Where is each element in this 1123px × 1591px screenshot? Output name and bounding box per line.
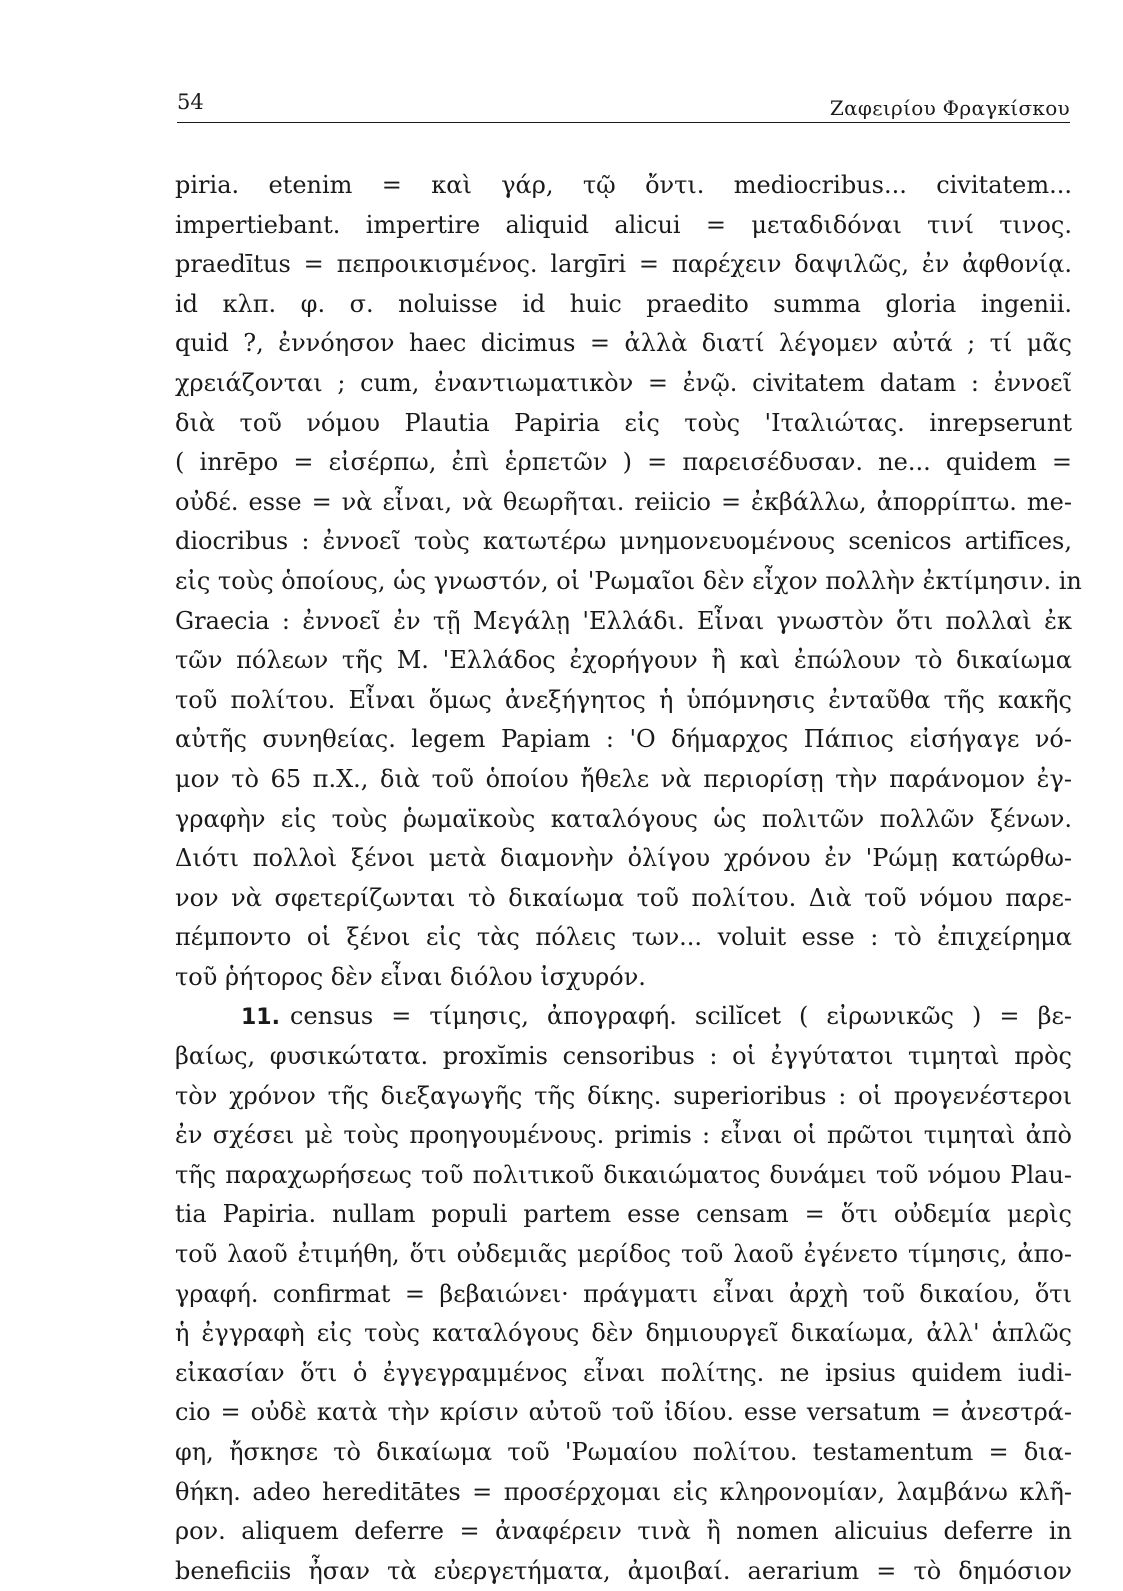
section-number: 11.	[241, 1005, 280, 1031]
text-line: γραφή. confirmat = βεβαιώνει· πράγματι εἶναι ἀρχὴ τοῦ δικαίου, ὅτι	[175, 1279, 1072, 1308]
text-line: piria. etenim = καὶ γάρ, τῷ ὄντι. mediocribus... civitatem...	[175, 171, 1072, 199]
text-line: χρειάζονται ; cum, ἐναντιωματικὸν = ἐνῷ. civitatem datam : ἐννοεῖ	[175, 368, 1072, 397]
text-line: αὐτῆς συνηθείας. legem Papiam : 'Ο δήμαρχος Πάπιος εἰσήγαγε νό-	[175, 725, 1072, 754]
text-line: τὸν χρόνον τῆς διεξαγωγῆς τῆς δίκης. superioribus : οἱ προγενέστεροι	[175, 1081, 1072, 1110]
text-line: τῆς παραχωρήσεως τοῦ πολιτικοῦ δικαιώματος δυνάμει τοῦ νόμου Plau-	[175, 1160, 1072, 1189]
text-line: id κλπ. φ. σ. noluisse id huic praedito summa gloria ingenii.	[175, 289, 1072, 318]
text-line: diocribus : ἐννοεῖ τοὺς κατωτέρω μνημονευομένους scenicos artifīces,	[175, 527, 1072, 556]
text-line: θήκη. adeo hereditātes = προσέρχομαι εἰς κληρονομίαν, λαμβάνω κλῆ-	[175, 1477, 1072, 1506]
text-line: Διότι πολλοὶ ξένοι μετὰ διαμονὴν ὀλίγου χρόνου ἐν 'Ρώμῃ κατώρθω-	[175, 844, 1072, 873]
text-line: praedītus = πεπροικισμένος. largīri = παρέχειν δαψιλῶς, ἐν ἀφθονίᾳ.	[175, 250, 1072, 279]
text-line: διὰ τοῦ νόμου Plautia Papiria εἰς τοὺς 'Ιταλιώτας. inrepserunt	[175, 408, 1072, 437]
text-line: ( inrēpo = εἰσέρπω, ἐπὶ ἑρπετῶν ) = παρεισέδυσαν. ne... quidem =	[175, 448, 1072, 477]
text-line: census = τίμησις, ἀπογραφή. scilĭcet ( εἰρωνικῶς ) = βε-	[289, 1002, 1072, 1031]
text-line: οὐδέ. esse = νὰ εἶναι, νὰ θεωρῆται. reiicio = ἐκβάλλω, ἀπορρίπτω. me-	[175, 487, 1072, 516]
text-line: τῶν πόλεων τῆς Μ. 'Ελλάδος ἐχορήγουν ἢ καὶ ἐπώλουν τὸ δικαίωμα	[175, 646, 1072, 675]
page-header	[177, 82, 1070, 123]
text-line: ἡ ἐγγραφὴ εἰς τοὺς καταλόγους δὲν δημιουργεῖ δικαίωμα, ἀλλ' ἁπλῶς	[175, 1319, 1072, 1348]
text-line: νον νὰ σφετερίζωνται τὸ δικαίωμα τοῦ πολίτου. Διὰ τοῦ νόμου παρε-	[175, 883, 1072, 912]
text-line: ἐν σχέσει μὲ τοὺς προηγουμένους. primis : εἶναι οἱ πρῶτοι τιμηταὶ ἀπὸ	[175, 1121, 1072, 1150]
section-line	[175, 997, 1072, 1037]
text-line: cio = οὐδὲ κατὰ τὴν κρίσιν αὐτοῦ τοῦ ἰδίου. esse versatum = ἀνεστρά-	[175, 1398, 1072, 1427]
text-line: μον τὸ 65 π.Χ., διὰ τοῦ ὁποίου ἤθελε νὰ περιορίσῃ τὴν παράνομον ἐγ-	[175, 764, 1072, 793]
running-head: Ζαφειρίου Φραγκίσκου	[829, 96, 1070, 120]
text-line: εἰς τοὺς ὁποίους, ὡς γνωστόν, οἱ 'Ρωμαῖοι δὲν εἶχον πολλὴν ἐκτίμησιν. in	[175, 566, 1082, 595]
text-line: πέμποντο οἱ ξένοι εἰς τὰς πόλεις των... voluit esse : τὸ ἐπιχείρημα	[175, 923, 1073, 952]
text-line: βαίως, φυσικώτατα. proxĭmis censoribus : οἱ ἐγγύτατοι τιμηταὶ πρὸς	[175, 1042, 1072, 1071]
text-line: ρον. aliquem deferre = ἀναφέρειν τινὰ ἢ nomen alicuius deferre in	[175, 1517, 1072, 1546]
body-text	[175, 166, 1082, 1591]
text-line: quid ?, ἐννόησον haec dicimus = ἀλλὰ διατί λέγομεν αὐτά ; τί μᾶς	[175, 329, 1072, 358]
text-line: τοῦ λαοῦ ἐτιμήθη, ὅτι οὐδεμιᾶς μερίδος τοῦ λαοῦ ἐγένετο τίμησις, ἀπο-	[175, 1240, 1072, 1269]
text-line: εἰκασίαν ὅτι ὁ ἐγγεγραμμένος εἶναι πολίτης. ne ipsius quidem iudi-	[175, 1358, 1072, 1387]
text-line: tia Papiria. nullam populi partem esse censam = ὅτι οὐδεμία μερὶς	[175, 1200, 1072, 1229]
text-line: φη, ἤσκησε τὸ δικαίωμα τοῦ 'Ρωμαίου πολίτου. testamentum = δια-	[175, 1438, 1072, 1466]
text-line: impertiebant. impertire aliquid alicui = μεταδιδόναι τινί τινος.	[175, 210, 1072, 239]
text-line: τοῦ ῥήτορος δὲν εἶναι διόλου ἰσχυρόν.	[175, 962, 646, 991]
text-line: τοῦ πολίτου. Εἶναι ὅμως ἀνεξήγητος ἡ ὑπόμνησις ἐνταῦθα τῆς κακῆς	[175, 685, 1072, 714]
text-line: Graecia : ἐννοεῖ ἐν τῇ Μεγάλῃ 'Ελλάδι. Εἶναι γνωστὸν ὅτι πολλαὶ ἐκ	[175, 606, 1072, 635]
text-line: γραφὴν εἰς τοὺς ῥωμαϊκοὺς καταλόγους ὡς πολιτῶν πολλῶν ξένων.	[175, 804, 1072, 833]
page-number: 54	[177, 90, 204, 114]
text-line: beneficiis ἦσαν τὰ εὐεργετήματα, ἀμοιβαί. aerarium = τὸ δημόσιον	[175, 1556, 1072, 1585]
